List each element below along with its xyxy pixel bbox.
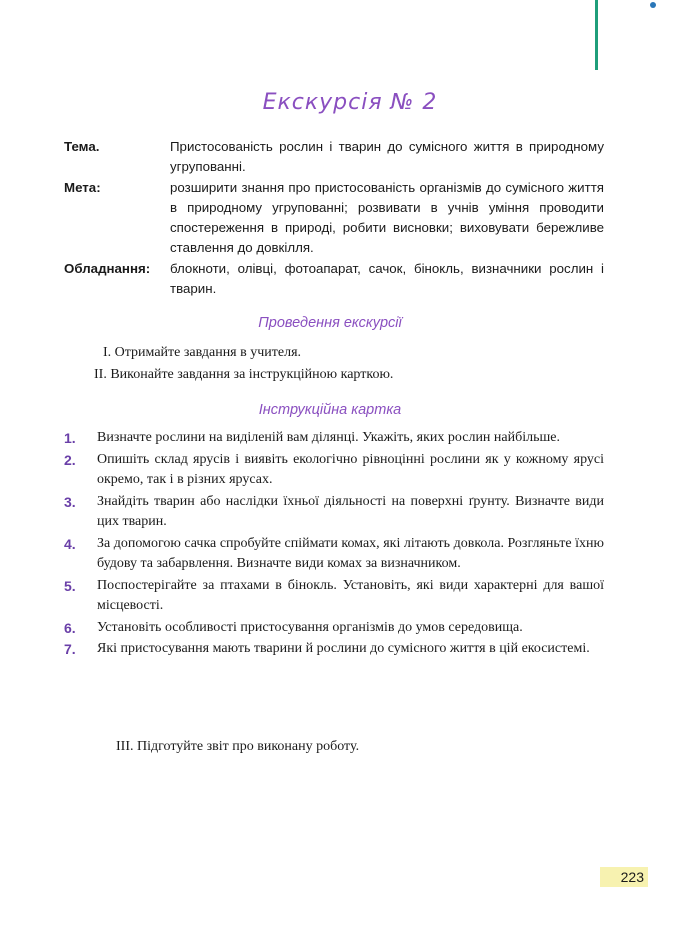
definition-term: Мета: bbox=[64, 179, 101, 195]
item-text: Які пристосування мають тварини й рослини до сумісного життя в цій екосистемі. bbox=[97, 641, 590, 656]
item-number: 7. bbox=[64, 641, 76, 657]
section-heading-card: Інструкційна картка bbox=[258, 402, 402, 418]
list-item bbox=[64, 618, 604, 639]
definition-topic bbox=[64, 137, 604, 178]
page-number: 223 bbox=[600, 867, 648, 887]
definition-text: блокноти, олівці, фотоапарат, сачок, бінокль, визначники рослин і тварин. bbox=[170, 260, 604, 297]
stage-2: ІІ. Виконайте завдання за інструкційною карткою. bbox=[94, 367, 394, 382]
list-item bbox=[64, 450, 604, 491]
green-margin-bar bbox=[595, 0, 598, 70]
list-item bbox=[64, 492, 604, 533]
instruction-list bbox=[64, 428, 604, 661]
item-text: Знайдіть тварин або наслідки їхньої діяльності на поверхні ґрунту. Визначте види цих тварин. bbox=[97, 493, 604, 529]
definition-term: Тема. bbox=[64, 139, 100, 154]
section-heading-conduct: Проведення екскурсії bbox=[258, 315, 402, 331]
list-item bbox=[64, 534, 604, 575]
item-text: Опишіть склад ярусів і виявіть екологічно рівноцінні рослини як у кожному ярусі окремо, так і в різних ярусах. bbox=[97, 451, 604, 487]
item-number: 3. bbox=[64, 493, 76, 510]
publisher-logo-icon bbox=[650, 2, 658, 9]
stage-3: ІІІ. Підготуйте звіт про виконану роботу. bbox=[116, 739, 360, 754]
item-text: Установіть особливості пристосування організмів до умов середовища. bbox=[97, 619, 523, 635]
list-item bbox=[64, 576, 604, 617]
item-number: 1. bbox=[64, 430, 76, 446]
item-number: 4. bbox=[64, 535, 76, 552]
list-item bbox=[64, 428, 604, 449]
definition-equipment bbox=[64, 259, 604, 300]
definitions-block bbox=[64, 137, 604, 299]
definition-goal bbox=[64, 178, 604, 259]
definition-text: Пристосованість рослин і тварин до сумісного життя в природному угрупованні. bbox=[170, 139, 604, 175]
definition-term: Обладнання: bbox=[64, 260, 151, 276]
page-title: Екскурсія № 2 bbox=[262, 90, 438, 115]
item-text: Поспостерігайте за птахами в бінокль. Установіть, які види характерні для вашої місцевості. bbox=[97, 577, 604, 613]
definition-text: розширити знання про пристосованість організмів до сумісного життя в природному угрупованні; розвивати в учнів уміння проводити спостереження в природі, робити висновки; виховувати бережливе ставлення до довкілля. bbox=[170, 179, 604, 256]
item-text: За допомогою сачка спробуйте спіймати комах, які літають довкола. Розгляньте їхню будову та забарвлення. Визначте види комах за визначником. bbox=[97, 535, 604, 571]
list-item bbox=[64, 639, 604, 660]
stage-1: І. Отримайте завдання в учителя. bbox=[103, 345, 302, 360]
item-number: 2. bbox=[64, 451, 76, 468]
item-number: 6. bbox=[64, 619, 76, 636]
item-text: Визначте рослини на виділеній вам ділянці. Укажіть, яких рослин найбільше. bbox=[97, 430, 561, 445]
item-number: 5. bbox=[64, 577, 76, 594]
